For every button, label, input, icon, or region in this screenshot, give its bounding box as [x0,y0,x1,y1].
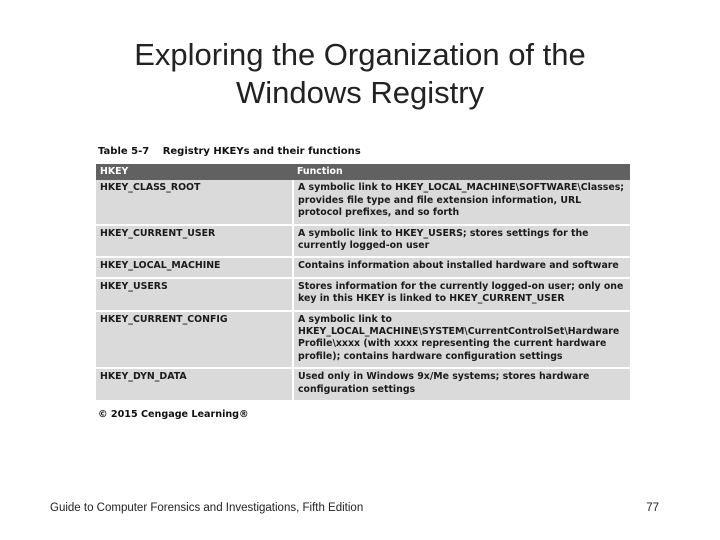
hkey-cell: HKEY_USERS [96,278,293,311]
function-cell: Contains information about installed hardware and software [293,257,630,277]
copyright-notice: © 2015 Cengage Learning® [98,409,249,421]
table-caption [98,146,630,157]
slide-title-line-2: Windows Registry [235,75,485,110]
table-row [96,368,630,401]
table-caption-number: Table 5-7 [98,146,150,157]
hkey-cell: HKEY_CURRENT_CONFIG [96,311,293,369]
column-header-hkey: HKEY [96,164,293,180]
function-cell: Used only in Windows 9x/Me systems; stores hardware configuration settings [293,368,630,401]
hkey-cell: HKEY_CLASS_ROOT [96,180,293,224]
table-caption-title: Registry HKEYs and their functions [162,146,361,157]
hkey-cell: HKEY_LOCAL_MACHINE [96,257,293,277]
hkey-cell: HKEY_DYN_DATA [96,368,293,401]
slide-title [40,36,680,112]
hkey-cell: HKEY_CURRENT_USER [96,225,293,258]
registry-hkeys-table [96,164,630,402]
footer-book-title: Guide to Computer Forensics and Investigations, Fifth Edition [50,502,364,514]
function-cell: Stores information for the currently logged-on user; only one key in this HKEY is linked to HKEY_CURRENT_USER [293,278,630,311]
table-row [96,180,630,224]
registry-table-figure [96,146,630,420]
footer-page-number: 77 [646,502,659,514]
table-header-row [96,164,630,180]
table-row [96,225,630,258]
function-cell: A symbolic link to HKEY_LOCAL_MACHINE\SYSTEM\CurrentControlSet\Hardware Profile\xxxx (with xxxx representing the current hardware profile); contains hardware configuration settings [293,311,630,369]
column-header-function: Function [293,164,630,180]
table-row [96,257,630,277]
slide-title-line-1: Exploring the Organization of the [134,37,586,72]
table-row [96,311,630,369]
function-cell: A symbolic link to HKEY_LOCAL_MACHINE\SOFTWARE\Classes; provides file type and file extension information, URL protocol prefixes, and so forth [293,180,630,224]
function-cell: A symbolic link to HKEY_USERS; stores settings for the currently logged-on user [293,225,630,258]
table-row [96,278,630,311]
